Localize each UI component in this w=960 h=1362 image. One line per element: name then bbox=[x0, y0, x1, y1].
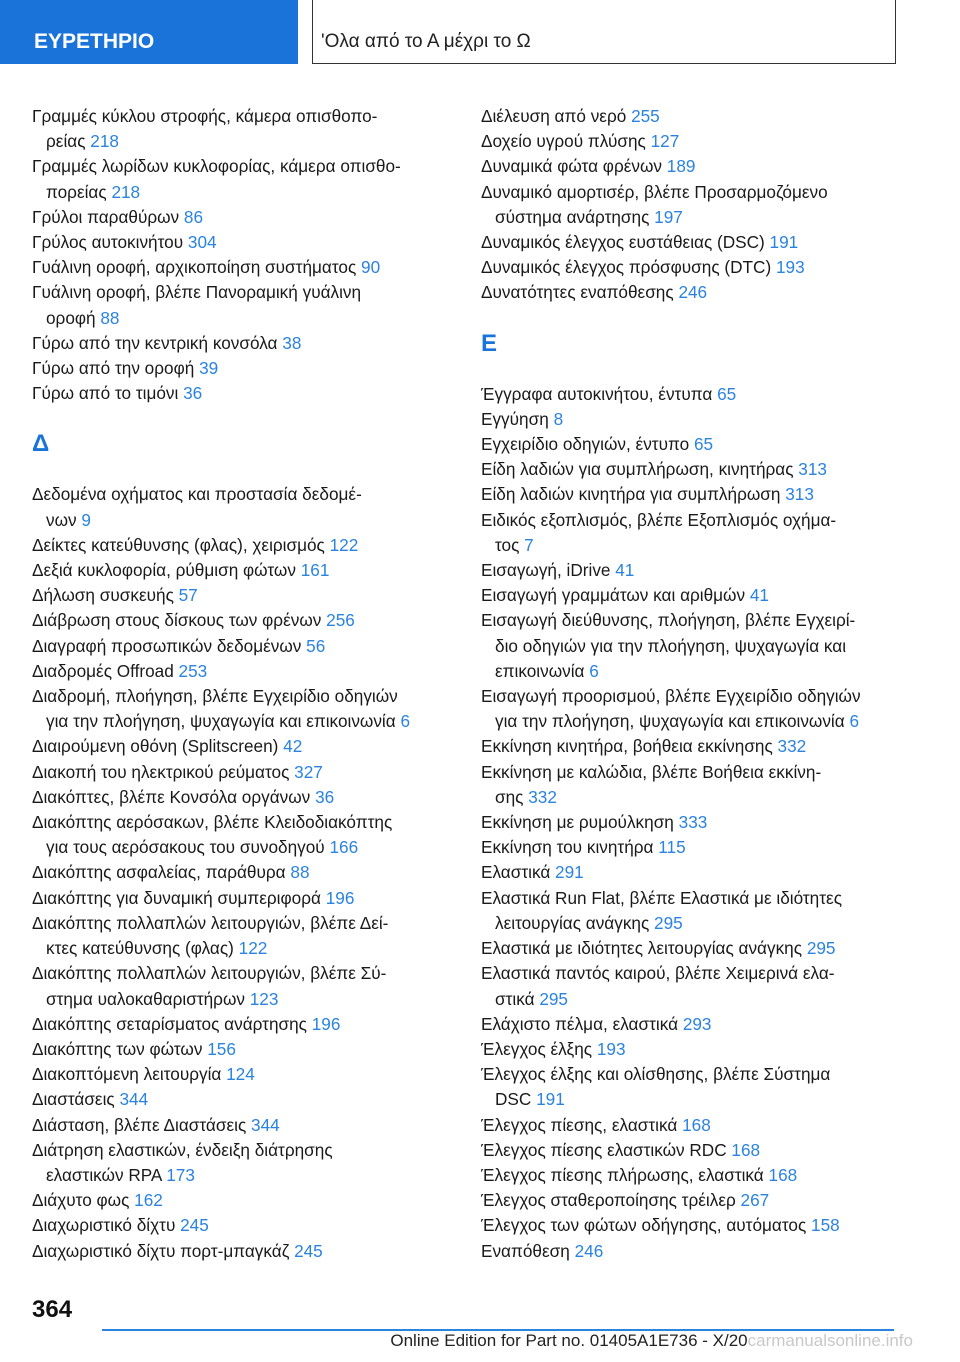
entry-text: Διακόπτης αερόσακων, βλέπε Κλειδοδιακόπτης bbox=[32, 812, 393, 833]
page-reference-link[interactable]: 293 bbox=[682, 1013, 712, 1034]
index-entry bbox=[32, 961, 462, 1011]
index-entry bbox=[481, 482, 921, 507]
entry-text: Γυάλινη οροφή, βλέπε Πανοραμική γυάλινη bbox=[32, 282, 362, 303]
page-reference-link[interactable]: 245 bbox=[180, 1215, 209, 1236]
index-entry bbox=[32, 482, 462, 532]
entry-text: Διακόπτης πολλαπλών λειτουργιών, βλέπε Δεί- bbox=[32, 912, 389, 933]
page-reference-link[interactable]: 189 bbox=[666, 156, 696, 177]
index-entry bbox=[32, 356, 462, 381]
page-reference-link[interactable]: 65 bbox=[693, 434, 714, 455]
page-reference-link[interactable]: 168 bbox=[682, 1114, 711, 1135]
entry-text: Διάβρωση στους δίσκους των φρένων bbox=[32, 610, 327, 631]
page-reference-link[interactable]: 196 bbox=[325, 887, 355, 908]
page-reference-link[interactable]: 161 bbox=[300, 560, 330, 581]
watermark-text: carmanualsonline.info bbox=[747, 1331, 913, 1350]
page-reference-link[interactable]: 218 bbox=[111, 181, 141, 202]
entry-text: Εισαγωγή γραμμάτων και αριθμών bbox=[481, 585, 750, 606]
index-entry bbox=[481, 104, 921, 129]
page-reference-link[interactable]: 332 bbox=[777, 736, 807, 757]
page-reference-link[interactable]: 86 bbox=[183, 206, 204, 227]
entry-text: διο οδηγιών για την πλοήγηση, ψυχαγωγία και bbox=[495, 635, 847, 656]
index-entry bbox=[32, 255, 462, 280]
index-entry bbox=[481, 154, 921, 179]
page-reference-link[interactable]: 173 bbox=[166, 1164, 195, 1185]
index-entry bbox=[481, 1113, 921, 1138]
page-reference-link[interactable]: 168 bbox=[731, 1139, 761, 1160]
page-reference-link[interactable]: 36 bbox=[183, 383, 203, 404]
index-entry bbox=[32, 608, 462, 633]
index-entry bbox=[481, 860, 921, 885]
entry-text: Εκκίνηση κινητήρα, βοήθεια εκκίνησης bbox=[481, 736, 778, 757]
entry-text: Διακόπτης των φώτων bbox=[32, 1038, 208, 1059]
page-reference-link[interactable]: 313 bbox=[785, 484, 814, 505]
index-entry bbox=[32, 734, 462, 759]
entry-text: Εισαγωγή προορισμού, βλέπε Εγχειρίδιο οδηγιών bbox=[481, 686, 861, 707]
entry-text: DSC bbox=[495, 1089, 537, 1110]
page-reference-link[interactable]: 56 bbox=[306, 635, 326, 656]
index-entry bbox=[32, 911, 462, 961]
index-entry bbox=[481, 180, 921, 230]
page-reference-link[interactable]: 295 bbox=[654, 912, 683, 933]
index-entry bbox=[481, 760, 921, 810]
entry-text: Διακόπτης ασφαλείας, παράθυρα bbox=[32, 862, 291, 883]
entry-text: Δυναμικός έλεγχος πρόσφυσης (DTC) bbox=[481, 257, 776, 278]
page-reference-link[interactable]: 253 bbox=[178, 660, 208, 681]
index-entry bbox=[32, 558, 462, 583]
index-entry bbox=[481, 129, 921, 154]
entry-text: Δυναμικός έλεγχος ευστάθειας (DSC) bbox=[481, 232, 770, 253]
entry-text: Διαδρομή, πλοήγηση, βλέπε Εγχειρίδιο οδηγιών bbox=[32, 686, 398, 707]
entry-text: Είδη λαδιών κινητήρα για συμπλήρωση bbox=[481, 484, 786, 505]
page-reference-link[interactable]: 41 bbox=[615, 560, 635, 581]
page-reference-link[interactable]: 333 bbox=[678, 812, 708, 833]
index-entry bbox=[32, 1213, 462, 1238]
entry-text: Ελαστικά παντός καιρού, βλέπε Χειμερινά ελα- bbox=[481, 963, 835, 984]
entry-text: ρείας bbox=[46, 131, 91, 152]
page-reference-link[interactable]: 255 bbox=[631, 106, 660, 126]
page-reference-link[interactable]: 39 bbox=[199, 358, 219, 379]
page-reference-link[interactable]: 6 bbox=[589, 660, 599, 681]
index-entry bbox=[32, 684, 462, 734]
entry-text: Έλεγχος πίεσης, ελαστικά bbox=[481, 1114, 683, 1135]
index-column-left bbox=[32, 104, 462, 1264]
entry-text: επικοινωνία bbox=[495, 660, 590, 681]
index-entry bbox=[481, 1012, 921, 1037]
entry-text: σύστημα ανάρτησης bbox=[495, 206, 655, 227]
page-reference-link[interactable]: 246 bbox=[574, 1240, 604, 1261]
page-reference-link[interactable]: 41 bbox=[749, 585, 769, 606]
entry-text: Διαχωριστικό δίχτυ πορτ-μπαγκάζ bbox=[32, 1240, 295, 1261]
page-reference-link[interactable]: 42 bbox=[283, 736, 303, 757]
page-reference-link[interactable]: 332 bbox=[528, 786, 557, 807]
page-reference-link[interactable]: 123 bbox=[249, 988, 279, 1009]
index-entry bbox=[481, 684, 921, 734]
entry-text: Διακόπτης σεταρίσματος ανάρτησης bbox=[32, 1013, 312, 1034]
index-entry bbox=[32, 886, 462, 911]
entry-text: Εισαγωγή, iDrive bbox=[481, 560, 616, 581]
entry-text: Διαγραφή προσωπικών δεδομένων bbox=[32, 635, 307, 656]
entry-text: στημα υαλοκαθαριστήρων bbox=[46, 988, 250, 1009]
entry-text: πορείας bbox=[46, 181, 112, 202]
page-reference-link[interactable]: 88 bbox=[290, 862, 310, 883]
entry-text: Δείκτες κατεύθυνσης (φλας), χειρισμός bbox=[32, 534, 330, 555]
index-entry bbox=[481, 1239, 921, 1264]
page-reference-link[interactable]: 156 bbox=[207, 1038, 236, 1059]
index-entry bbox=[32, 810, 462, 860]
page-reference-link[interactable]: 291 bbox=[555, 862, 584, 883]
page-reference-link[interactable]: 90 bbox=[361, 257, 381, 278]
index-entry bbox=[481, 280, 921, 305]
entry-text: Ελαστικά Run Flat, βλέπε Ελαστικά με ιδιότητες bbox=[481, 887, 842, 908]
entry-text: Δεξιά κυκλοφορία, ρύθμιση φώτων bbox=[32, 560, 301, 581]
entry-text: για τους αερόσακους του συνοδηγού bbox=[46, 837, 330, 858]
page-reference-link[interactable]: 158 bbox=[811, 1215, 840, 1236]
entry-text: τος bbox=[495, 534, 525, 555]
page-reference-link[interactable]: 295 bbox=[539, 988, 568, 1009]
page-reference-link[interactable]: 193 bbox=[596, 1038, 626, 1059]
page-reference-link[interactable]: 246 bbox=[678, 282, 708, 303]
entry-text: Ελαστικά με ιδιότητες λειτουργίας ανάγκης bbox=[481, 938, 807, 959]
entry-text: για την πλοήγηση, ψυχαγωγία και επικοινωνία bbox=[495, 711, 850, 732]
index-entry bbox=[481, 835, 921, 860]
index-entry bbox=[481, 432, 921, 457]
page-reference-link[interactable]: 327 bbox=[294, 761, 323, 782]
index-entry bbox=[481, 508, 921, 558]
index-entry bbox=[32, 381, 462, 406]
entry-text: ελαστικών RPA bbox=[46, 1164, 167, 1185]
index-entry bbox=[481, 810, 921, 835]
page-reference-link[interactable]: 344 bbox=[119, 1089, 149, 1110]
index-entry bbox=[481, 1163, 921, 1188]
index-entry bbox=[481, 961, 921, 1011]
index-entry bbox=[481, 1037, 921, 1062]
entry-text: Διαδρομές Offroad bbox=[32, 660, 179, 681]
index-entry bbox=[481, 583, 921, 608]
index-entry bbox=[32, 1188, 462, 1213]
page-reference-link[interactable]: 38 bbox=[282, 332, 302, 353]
page-reference-link[interactable]: 191 bbox=[769, 232, 799, 253]
page-reference-link[interactable]: 162 bbox=[134, 1190, 163, 1211]
entry-text: Εγγύηση bbox=[481, 408, 554, 429]
index-entry bbox=[32, 533, 462, 558]
entry-text: Ελαστικά bbox=[481, 862, 556, 883]
entry-text: οροφή bbox=[46, 307, 101, 328]
index-entry bbox=[481, 558, 921, 583]
entry-text: Διαχωριστικό δίχτυ bbox=[32, 1215, 181, 1236]
entry-text: Γραμμές λωρίδων κυκλοφορίας, κάμερα οπισθο- bbox=[32, 156, 401, 177]
entry-text: Γυάλινη οροφή, αρχικοποίηση συστήματος bbox=[32, 257, 362, 278]
page-reference-link[interactable]: 57 bbox=[178, 585, 198, 606]
index-entry bbox=[481, 407, 921, 432]
page-reference-link[interactable]: 196 bbox=[311, 1013, 341, 1034]
page-reference-link[interactable]: 88 bbox=[100, 307, 120, 328]
entry-text: Δυνατότητες εναπόθεσης bbox=[481, 282, 679, 303]
page-reference-link[interactable]: 7 bbox=[524, 534, 534, 555]
entry-text: Διαιρούμενη οθόνη (Splitscreen) bbox=[32, 736, 284, 757]
page-reference-link[interactable]: 124 bbox=[226, 1064, 255, 1085]
entry-text: κτες κατεύθυνσης (φλας) bbox=[46, 938, 239, 959]
index-column-right bbox=[481, 104, 921, 1264]
index-entry bbox=[32, 785, 462, 810]
index-entry bbox=[32, 331, 462, 356]
entry-text: Έγγραφα αυτοκινήτου, έντυπα bbox=[481, 383, 718, 404]
entry-text: Διαστάσεις bbox=[32, 1089, 120, 1110]
header-subtitle: 'Ολα από το Α μέχρι το Ω bbox=[321, 31, 531, 52]
entry-text: Εκκίνηση του κινητήρα bbox=[481, 837, 659, 858]
entry-text: Έλεγχος έλξης bbox=[481, 1038, 597, 1059]
page-reference-link[interactable]: 8 bbox=[553, 408, 564, 429]
index-entry bbox=[32, 154, 462, 204]
index-entry bbox=[32, 1087, 462, 1112]
page-reference-link[interactable]: 65 bbox=[717, 383, 737, 404]
index-entry bbox=[32, 1062, 462, 1087]
page-reference-link[interactable]: 168 bbox=[768, 1164, 798, 1185]
page-reference-link[interactable]: 127 bbox=[650, 131, 680, 152]
index-entry bbox=[32, 1239, 462, 1264]
entry-text: νων bbox=[46, 509, 82, 530]
page-reference-link[interactable]: 115 bbox=[658, 837, 686, 858]
page-reference-link[interactable]: 122 bbox=[238, 938, 268, 959]
entry-text: σης bbox=[495, 786, 529, 807]
index-entry bbox=[32, 104, 462, 154]
entry-text: Διάτρηση ελαστικών, ένδειξη διάτρησης bbox=[32, 1139, 333, 1160]
index-entry bbox=[32, 1037, 462, 1062]
index-entry bbox=[32, 230, 462, 255]
entry-text: Δήλωση συσκευής bbox=[32, 585, 179, 606]
entry-text: Έλεγχος σταθεροποίησης τρέιλερ bbox=[481, 1190, 741, 1211]
edition-text: Online Edition for Part no. 01405A1E736 - X/20 bbox=[390, 1331, 748, 1350]
header-subtitle-box bbox=[312, 0, 896, 64]
index-entry bbox=[481, 457, 921, 482]
entry-text: Διάσταση, βλέπε Διαστάσεις bbox=[32, 1114, 252, 1135]
index-entry bbox=[481, 936, 921, 961]
page-reference-link[interactable]: 256 bbox=[326, 610, 355, 631]
entry-text: Διακόπτης για δυναμική συμπεριφορά bbox=[32, 887, 326, 908]
entry-text: Γύρω από την οροφή bbox=[32, 358, 200, 379]
entry-text: Γύρω από την κεντρική κονσόλα bbox=[32, 332, 283, 353]
index-entry bbox=[32, 760, 462, 785]
entry-text: Έλεγχος έλξης και ολίσθησης, βλέπε Σύστημα bbox=[481, 1064, 831, 1085]
page-reference-link[interactable]: 267 bbox=[740, 1190, 770, 1211]
index-entry bbox=[481, 1138, 921, 1163]
index-letter-heading: Δ bbox=[32, 430, 50, 458]
index-entry bbox=[32, 583, 462, 608]
entry-text: Έλεγχος πίεσης πλήρωσης, ελαστικά bbox=[481, 1164, 769, 1185]
entry-text: Διακοπή του ηλεκτρικού ρεύματος bbox=[32, 761, 295, 782]
index-entry bbox=[481, 608, 921, 684]
index-entry bbox=[32, 280, 462, 330]
entry-text: Δεδομένα οχήματος και προστασία δεδομέ- bbox=[32, 484, 362, 505]
page-number: 364 bbox=[32, 1296, 73, 1323]
page-reference-link[interactable]: 6 bbox=[400, 711, 411, 732]
index-entry bbox=[32, 205, 462, 230]
section-tab bbox=[0, 0, 298, 64]
index-entry bbox=[32, 860, 462, 885]
entry-text: Ελάχιστο πέλμα, ελαστικά bbox=[481, 1013, 683, 1034]
entry-text: Γύρω από το τιμόνι bbox=[32, 383, 184, 404]
entry-text: Διάχυτο φως bbox=[32, 1190, 135, 1211]
page-reference-link[interactable]: 197 bbox=[654, 206, 683, 227]
page-reference-link[interactable]: 36 bbox=[315, 786, 335, 807]
entry-text: Εναπόθεση bbox=[481, 1240, 575, 1261]
entry-text: Εγχειρίδιο οδηγιών, έντυπο bbox=[481, 434, 694, 455]
entry-text: Εκκίνηση με ρυμούλκηση bbox=[481, 812, 679, 833]
entry-text: Ειδικός εξοπλισμός, βλέπε Εξοπλισμός οχήμα- bbox=[481, 509, 837, 530]
entry-text: για την πλοήγηση, ψυχαγωγία και επικοινωνία bbox=[46, 711, 401, 732]
index-entry bbox=[32, 1012, 462, 1037]
index-entry bbox=[32, 659, 462, 684]
page-reference-link[interactable]: 166 bbox=[329, 837, 359, 858]
entry-text: Γρύλος αυτοκινήτου bbox=[32, 232, 188, 253]
entry-text: Διακόπτες, βλέπε Κονσόλα οργάνων bbox=[32, 786, 316, 807]
page-reference-link[interactable]: 344 bbox=[251, 1114, 280, 1135]
page-reference-link[interactable]: 295 bbox=[806, 938, 836, 959]
index-entry bbox=[481, 886, 921, 936]
index-entry bbox=[481, 1062, 921, 1112]
entry-text: Διακοπτόμενη λειτουργία bbox=[32, 1064, 227, 1085]
entry-text: Έλεγχος πίεσης ελαστικών RDC bbox=[481, 1139, 732, 1160]
page-reference-link[interactable]: 245 bbox=[294, 1240, 323, 1261]
entry-text: Γραμμές κύκλου στροφής, κάμερα οπισθοπο- bbox=[32, 106, 378, 126]
entry-text: Εκκίνηση με καλώδια, βλέπε Βοήθεια εκκίνη- bbox=[481, 761, 822, 782]
entry-text: Διέλευση από νερό bbox=[481, 106, 632, 126]
index-entry bbox=[481, 382, 921, 407]
page-reference-link[interactable]: 191 bbox=[536, 1089, 565, 1110]
page-reference-link[interactable]: 313 bbox=[798, 459, 827, 480]
entry-text: Διακόπτης πολλαπλών λειτουργιών, βλέπε Σύ- bbox=[32, 963, 387, 984]
index-entry bbox=[32, 1138, 462, 1188]
entry-text: λειτουργίας ανάγκης bbox=[495, 912, 655, 933]
page-reference-link[interactable]: 218 bbox=[90, 131, 119, 152]
index-entry bbox=[32, 634, 462, 659]
page-reference-link[interactable]: 304 bbox=[187, 232, 217, 253]
index-letter-heading: Ε bbox=[481, 329, 498, 357]
page-reference-link[interactable]: 9 bbox=[81, 509, 91, 530]
index-entry bbox=[481, 734, 921, 759]
index-entry bbox=[481, 1213, 921, 1238]
entry-text: Δυναμικά φώτα φρένων bbox=[481, 156, 667, 177]
index-entry bbox=[481, 230, 921, 255]
entry-text: Εισαγωγή διεύθυνσης, πλοήγηση, βλέπε Εγχειρί- bbox=[481, 610, 856, 631]
entry-text: Έλεγχος των φώτων οδήγησης, αυτόματος bbox=[481, 1215, 812, 1236]
entry-text: Δυναμικό αμορτισέρ, βλέπε Προσαρμοζόμενο bbox=[481, 181, 828, 202]
section-title: ΕΥΡΕΤΗΡΙΟ bbox=[34, 30, 155, 53]
entry-text: Είδη λαδιών για συμπλήρωση, κινητήρας bbox=[481, 459, 799, 480]
entry-text: Δοχείο υγρού πλύσης bbox=[481, 131, 651, 152]
index-entry bbox=[32, 1113, 462, 1138]
footer-edition bbox=[390, 1331, 913, 1351]
entry-text: Γρύλοι παραθύρων bbox=[32, 206, 184, 227]
index-entry bbox=[481, 255, 921, 280]
index-entry bbox=[481, 1188, 921, 1213]
entry-text: στικά bbox=[495, 988, 540, 1009]
page-reference-link[interactable]: 122 bbox=[329, 534, 359, 555]
page-reference-link[interactable]: 6 bbox=[849, 711, 860, 732]
page-reference-link[interactable]: 193 bbox=[775, 257, 805, 278]
